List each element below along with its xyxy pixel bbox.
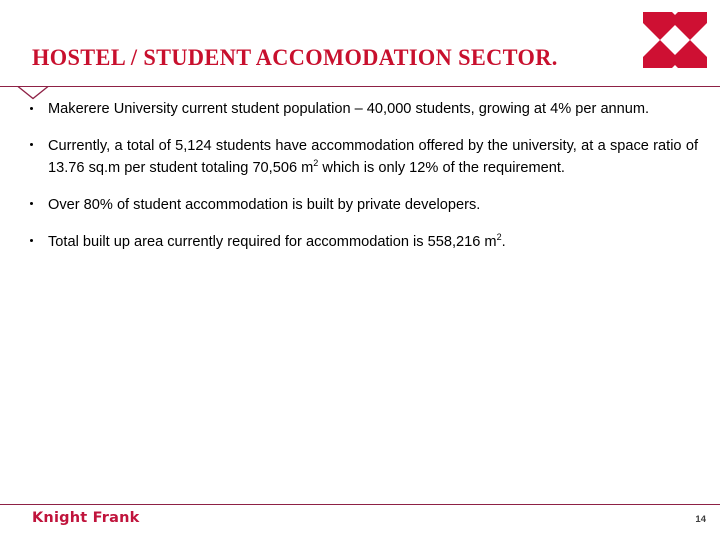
bullet-marker (30, 239, 33, 242)
list-item (22, 136, 698, 180)
knight-frank-diamond-logo-icon (641, 8, 709, 72)
bullet-list (22, 99, 698, 253)
knight-frank-wordmark: Knight Frank (32, 510, 140, 526)
list-item (22, 232, 698, 254)
list-item-text-part2: . (501, 233, 506, 250)
header-divider (0, 86, 720, 87)
list-item (22, 99, 698, 121)
list-item-text (48, 136, 698, 180)
list-item-text (48, 232, 698, 254)
page-number: 14 (695, 514, 706, 525)
slide-header (0, 0, 720, 90)
list-item-text-part1: Currently, a total of 5,124 students have accommodation offered by the university, at a space ratio of 13.76 sq.m per student totaling 70,506 m (48, 137, 698, 176)
superscript-unit: 2 (313, 157, 319, 168)
superscript-unit: 2 (496, 231, 502, 242)
list-item (22, 195, 698, 217)
bullet-marker (30, 202, 33, 205)
list-item-text-part1: Total built up area currently required for accommodation is 558,216 m (48, 233, 497, 250)
footer-divider (0, 504, 720, 505)
bullet-marker (30, 143, 33, 146)
list-item-text-part2: which is only 12% of the requirement. (318, 159, 565, 176)
chevron-down-icon (16, 86, 50, 100)
list-item-text: Over 80% of student accommodation is built by private developers. (48, 196, 481, 213)
list-item-text: Makerere University current student population – 40,000 students, growing at 4% per annum. (48, 101, 650, 117)
page-title: HOSTEL / STUDENT ACCOMODATION SECTOR. (32, 45, 558, 70)
bullet-marker (30, 107, 33, 110)
